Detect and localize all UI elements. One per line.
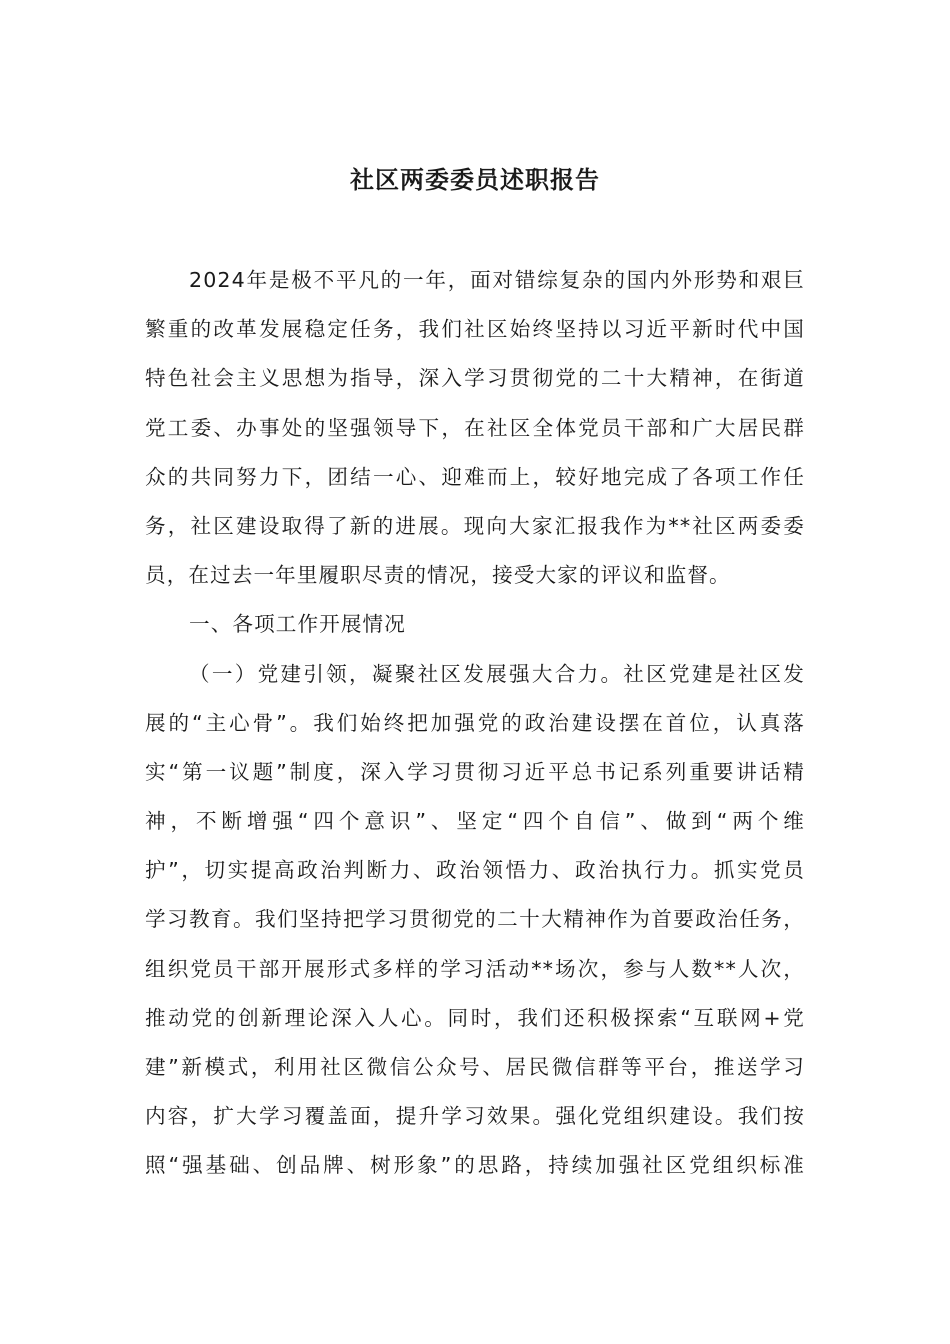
paragraph-line: 推动党的创新理论深入人心。同时，我们还积极探索“互联网+党 bbox=[145, 1005, 805, 1030]
paragraph-line: 特色社会主义思想为指导，深入学习贯彻党的二十大精神，在街道 bbox=[145, 366, 805, 391]
paragraph-line: 照“强基础、创品牌、树形象”的思路，持续加强社区党组织标准 bbox=[145, 1153, 805, 1178]
paragraph-line: 内容，扩大学习覆盖面，提升学习效果。强化党组织建设。我们按 bbox=[145, 1104, 805, 1129]
paragraph-line: 展的“主心骨”。我们始终把加强党的政治建设摆在首位，认真落 bbox=[145, 710, 805, 735]
paragraph-line: 众的共同努力下，团结一心、迎难而上，较好地完成了各项工作任 bbox=[145, 464, 805, 489]
paragraph-line: 组织党员干部开展形式多样的学习活动**场次，参与人数**人次， bbox=[145, 956, 805, 981]
paragraph-line: 员，在过去一年里履职尽责的情况，接受大家的评议和监督。 bbox=[145, 563, 731, 588]
paragraph-line: 学习教育。我们坚持把学习贯彻党的二十大精神作为首要政治任务， bbox=[145, 907, 805, 932]
paragraph-line: 务，社区建设取得了新的进展。现向大家汇报我作为**社区两委委 bbox=[145, 513, 805, 538]
paragraph-line: 神，不断增强“四个意识”、坚定“四个自信”、做到“两个维 bbox=[145, 809, 805, 834]
paragraph-line: 建”新模式，利用社区微信公众号、居民微信群等平台，推送学习 bbox=[145, 1055, 805, 1079]
paragraph-line: 繁重的改革发展稳定任务，我们社区始终坚持以习近平新时代中国 bbox=[145, 317, 805, 342]
document-body bbox=[145, 256, 805, 1191]
paragraph-line: 护”，切实提高政治判断力、政治领悟力、政治执行力。抓实党员 bbox=[145, 858, 805, 883]
paragraph-line: 2024年是极不平凡的一年，面对错综复杂的国内外形势和艰巨 bbox=[189, 268, 805, 292]
paragraph-line: 党工委、办事处的坚强领导下，在社区全体党员干部和广大居民群 bbox=[145, 415, 805, 440]
section-heading: 一、各项工作开展情况 bbox=[189, 612, 406, 637]
paragraph-line: 实“第一议题”制度，深入学习贯彻习近平总书记系列重要讲话精 bbox=[145, 759, 805, 784]
document-title: 社区两委委员述职报告 bbox=[350, 165, 600, 194]
paragraph-line: （一）党建引领，凝聚社区发展强大合力。社区党建是社区发 bbox=[189, 661, 805, 686]
